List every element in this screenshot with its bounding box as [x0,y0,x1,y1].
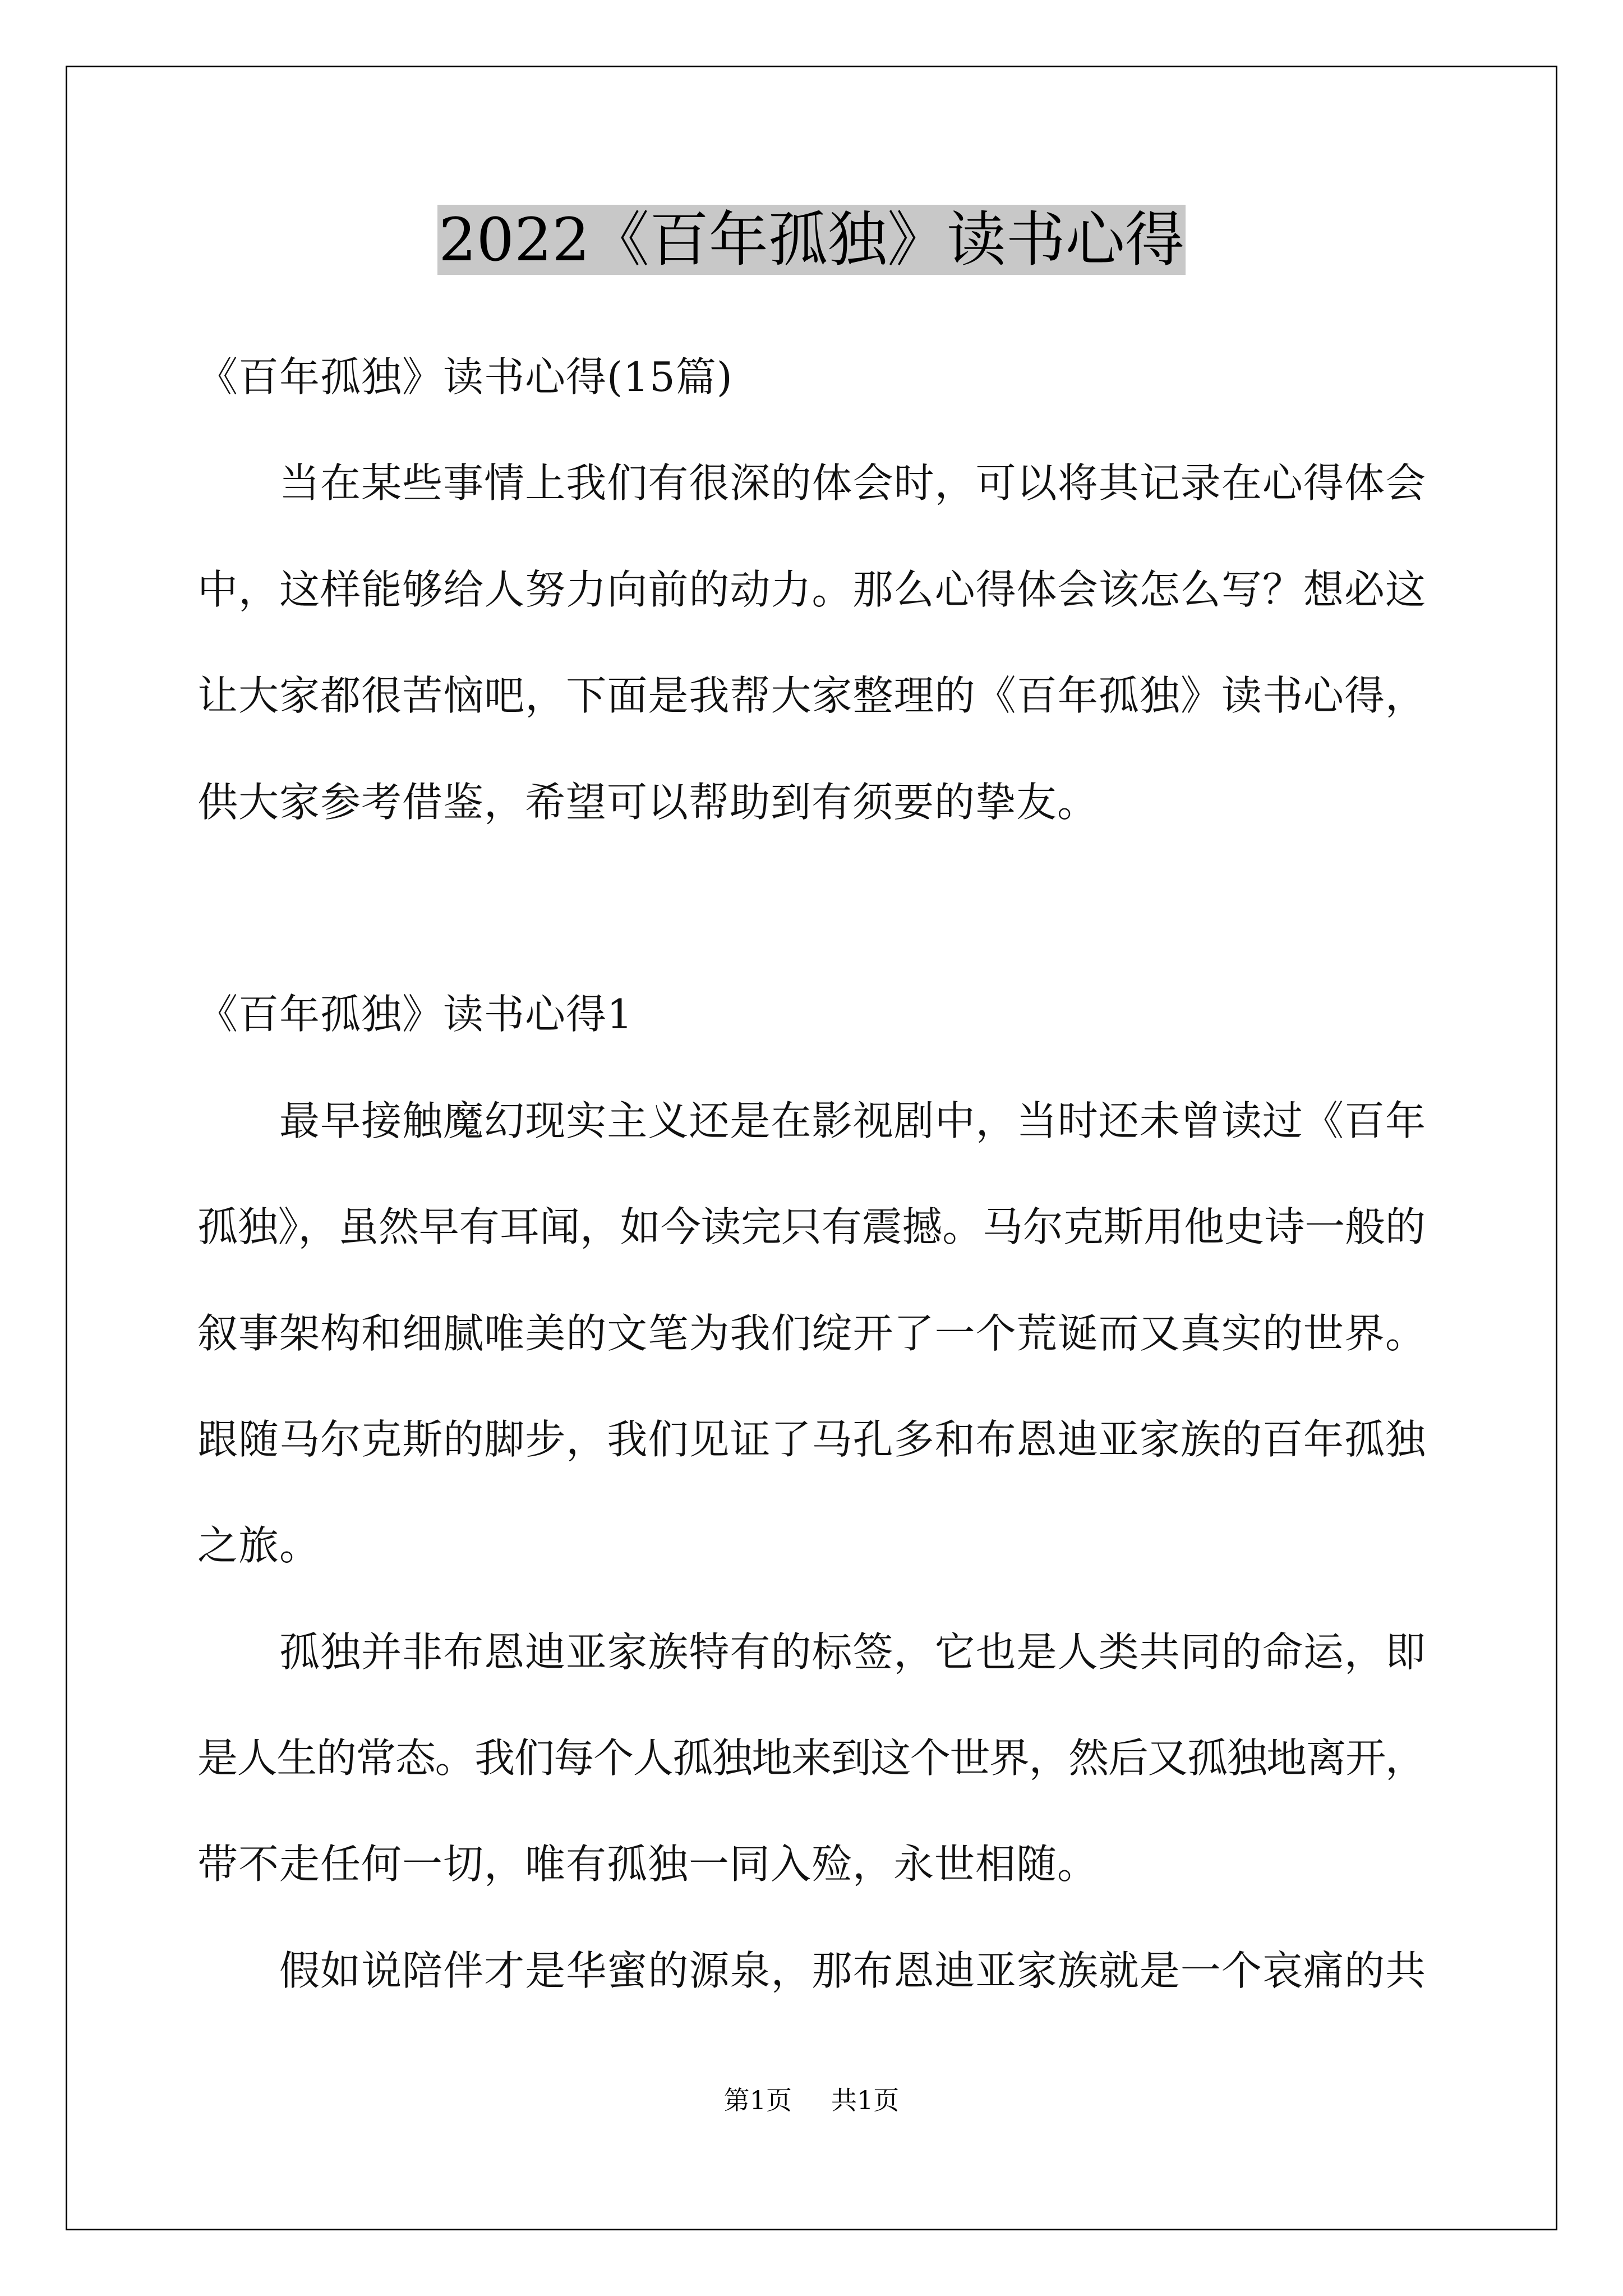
paragraph-line: 带不走任何一切，唯有孤独一同入殓，永世相随。 [197,1841,1099,1888]
paragraph-line: 跟随马尔克斯的脚步，我们见证了马孔多和布恩迪亚家族的百年孤独 [197,1415,1427,1463]
intro-paragraph [197,430,1426,855]
paragraph [197,1068,1426,1599]
paragraph-line: 之旅。 [197,1522,321,1570]
paragraph-line: 供大家参考借鉴，希望可以帮助到有须要的挚友。 [197,778,1099,826]
paragraph-line: 叙事架构和细腻唯美的文笔为我们绽开了一个荒诞而又真实的世界。 [197,1309,1427,1357]
document-body [197,324,1426,2024]
paragraph-line: 让大家都很苦恼吧，下面是我帮大家整理的《百年孤独》读书心得， [197,672,1427,720]
page-number: 第1页 [723,2085,792,2115]
document-title: 2022《百年孤独》读书心得 [439,205,1184,274]
paragraph-line: 中，这样能够给人努力向前的动力。那么心得体会该怎么写？想必这 [197,565,1427,613]
blank-line [197,855,1426,961]
paragraph-line: 孤独并非布恩迪亚家族特有的标签，它也是人类共同的命运，即 [279,1628,1427,1676]
document-subtitle: 《百年孤独》读书心得(15篇) [197,353,733,401]
paragraph-line: 当在某些事情上我们有很深的体会时，可以将其记录在心得体会 [279,459,1427,507]
paragraph [197,1918,1426,2024]
paragraph-line: 是人生的常态。我们每个人孤独地来到这个世界，然后又孤独地离开， [197,1734,1425,1782]
section-heading: 《百年孤独》读书心得1 [197,991,633,1038]
paragraph [197,1599,1426,1918]
title-block [0,205,1623,275]
page-footer [0,2083,1623,2117]
page-total: 共1页 [831,2085,900,2115]
paragraph-line: 孤独》，虽然早有耳闻，如今读完只有震撼。马尔克斯用他史诗一般的 [197,1203,1426,1251]
paragraph-line: 假如说陪伴才是华蜜的源泉，那布恩迪亚家族就是一个哀痛的共 [279,1947,1427,1994]
paragraph-line: 最早接触魔幻现实主义还是在影视剧中，当时还未曾读过《百年 [279,1097,1427,1144]
